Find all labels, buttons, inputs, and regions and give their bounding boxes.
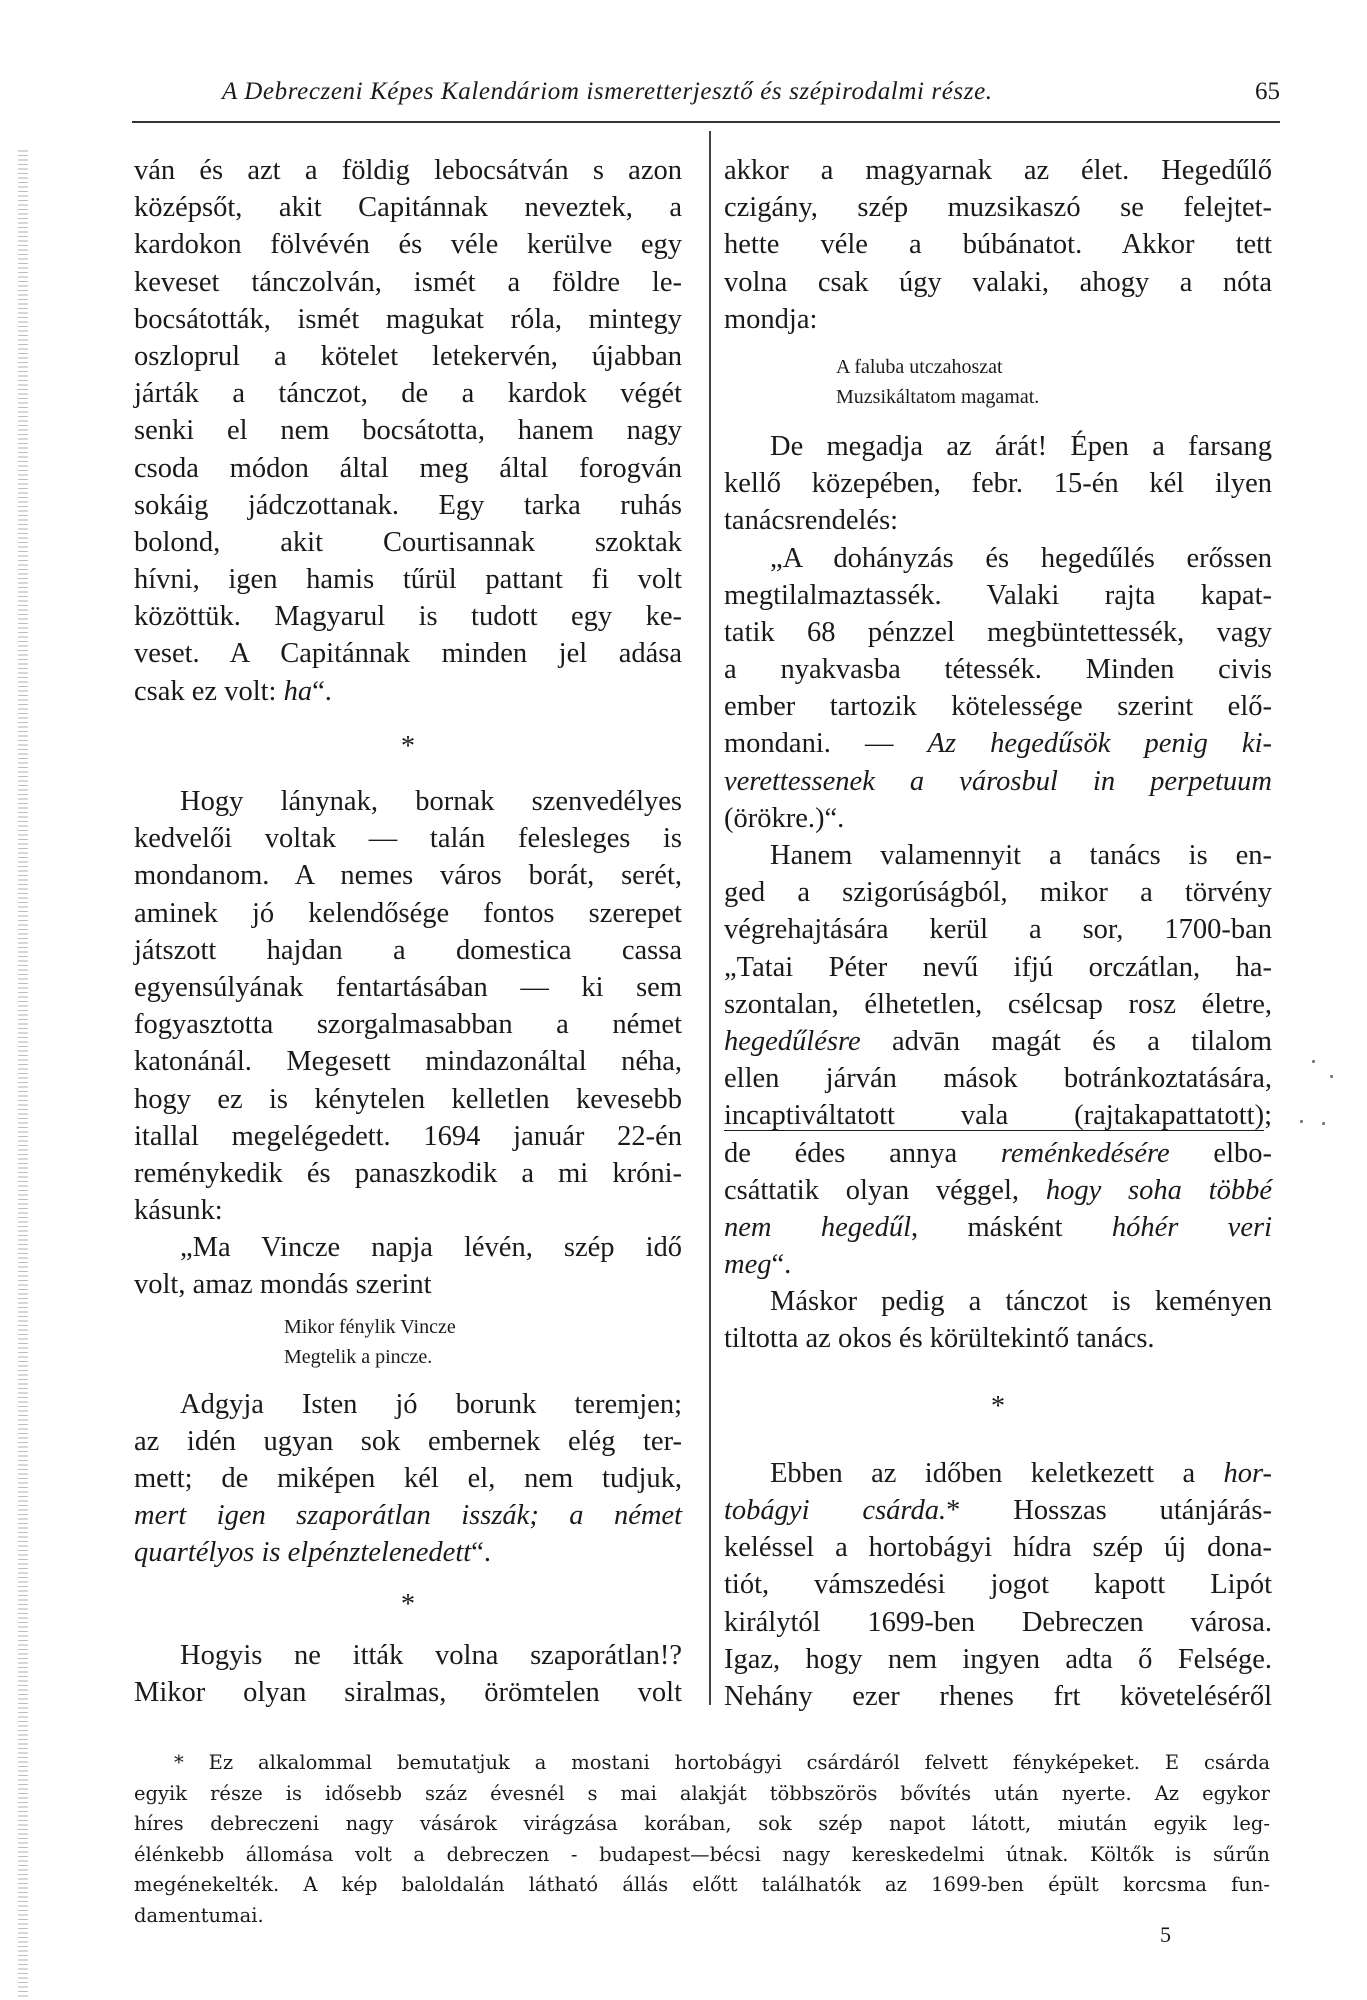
- text-line: csoda módon által meg által forogván: [134, 452, 682, 484]
- header-rule: [132, 121, 1280, 123]
- spacer: [724, 412, 1272, 428]
- footnote: [134, 1748, 1270, 1931]
- ink-speck: [1312, 1060, 1315, 1063]
- text-run: advān magát és a tilalom: [860, 1025, 1272, 1057]
- underlined-run: incaptiváltatott vala (rajtakapattatott): [724, 1100, 1265, 1132]
- text-line: [724, 1455, 1272, 1492]
- verse-line: Mikor fénylik Vincze: [284, 1315, 456, 1338]
- text-line: oszloprul a kötelet letekervén, újabban: [134, 340, 682, 372]
- italic-run: hegedűlésre: [724, 1025, 861, 1057]
- footnote-line: damentumai.: [134, 1903, 264, 1927]
- text-line: kellő közepében, febr. 15-én kél ilyen: [724, 468, 1272, 500]
- text-line: járták a tánczot, de a kardok végét: [134, 378, 682, 410]
- text-line: czigány, szép muzsikaszó se felejtet-: [724, 192, 1272, 224]
- text-line: Hogyis ne itták volna szaporátlan!?: [180, 1639, 682, 1671]
- footnote-line: élénkebb állomása volt a debreczen - budapest—bécsi nagy kereskedelmi útnak. Költők is sűrűn: [134, 1842, 1270, 1866]
- spacer: [134, 1304, 682, 1312]
- italic-run: hor-: [1223, 1457, 1272, 1489]
- verse-line: A faluba utczahoszat: [836, 355, 1003, 378]
- italic-run: hóhér veri: [1111, 1211, 1272, 1243]
- ink-speck: [1300, 1120, 1303, 1123]
- text-line: mondja:: [724, 303, 818, 335]
- text-line: tatik 68 pénzzel megbüntettessék, vagy: [724, 616, 1272, 648]
- text-line: közöttük. Magyarul is tudott egy ke-: [134, 601, 682, 633]
- section-separator: *: [990, 1390, 1006, 1422]
- text-run: “.: [471, 1537, 491, 1569]
- text-line: senki el nem bocsátotta, hanem nagy: [134, 415, 682, 447]
- text-line: katonánál. Megesett mindazonáltal néha,: [134, 1046, 682, 1078]
- left-column: [134, 152, 682, 1711]
- text-line: Hanem valamennyit a tanács is en-: [770, 840, 1272, 871]
- footnote-line: híres debreczeni nagy vásárok virágzása korában, sok szép napot látott, miután egyik leg-: [134, 1812, 1270, 1835]
- italic-run: tobágyi csárda.: [724, 1495, 947, 1526]
- spacer: [134, 1572, 682, 1586]
- text-run: ;: [1264, 1100, 1272, 1132]
- text-line: [724, 1097, 1272, 1134]
- text-line: [724, 1246, 1272, 1283]
- text-line: [724, 1492, 1272, 1529]
- text-run: csáttatik olyan véggel,: [724, 1174, 1046, 1206]
- text-line: mondanom. A nemes város borát, serét,: [134, 860, 682, 892]
- text-line: tiltotta az okos és körültekintő tanács.: [724, 1323, 1155, 1355]
- text-line: veset. A Capitánnak minden jel adása: [134, 638, 682, 670]
- text-run: mondani. —: [724, 728, 928, 760]
- text-line: [134, 673, 682, 710]
- text-line: ván és azt a földig lebocsátván s azon: [134, 155, 682, 186]
- italic-line: mert igen szaporátlan isszák; a német: [134, 1500, 682, 1532]
- text-line: bocsátották, ismét magukat róla, mintegy: [134, 303, 682, 335]
- text-line: [724, 1023, 1272, 1060]
- text-line: ellen járván mások botránkoztatására,: [724, 1063, 1272, 1095]
- spacer: [134, 1623, 682, 1637]
- text-line: Igaz, hogy nem ingyen adta ő Felsége.: [724, 1643, 1272, 1675]
- text-line: tanácsrendelés:: [724, 505, 899, 537]
- right-column: [724, 152, 1272, 1715]
- signature-mark: 5: [1160, 1922, 1171, 1947]
- text-line: fogyasztotta szorgalmasabban a német: [134, 1009, 682, 1041]
- text-line: középsőt, akit Capitánnak neveztek, a: [134, 192, 682, 224]
- text-line: aminek jó kelendősége fontos szerepet: [134, 897, 682, 929]
- scan-edge-artifact: [18, 150, 28, 2000]
- text-run: “.: [771, 1249, 792, 1281]
- text-run: “.: [312, 675, 332, 707]
- italic-run: reménkedésére: [1000, 1137, 1170, 1169]
- ink-speck: [1330, 1075, 1333, 1078]
- footnote-line: egyik része is idősebb száz évesnél s mai alakját többszörös bővítés után nyerte. Az egykor: [134, 1781, 1270, 1805]
- text-line: volt, amaz mondás szerint: [134, 1269, 432, 1301]
- ink-speck: [1322, 1122, 1325, 1125]
- running-head-title: A Debreczeni Képes Kalendáriom ismeretterjesztő és szépirodalmi része.: [222, 78, 993, 105]
- text-line: hette véle a búbánatot. Akkor tett: [724, 229, 1272, 261]
- italic-run: quartélyos is elpénztelenedett: [134, 1537, 472, 1569]
- text-line: [134, 1534, 682, 1571]
- text-run: de édes annya: [724, 1137, 1001, 1169]
- text-line: „A dohányzás és hegedűlés erőssen: [770, 542, 1272, 574]
- text-line: „Ma Vincze napja lévén, szép idő: [180, 1232, 682, 1264]
- text-line: végrehajtására kerül a sor, 1700-ban: [724, 914, 1272, 946]
- verse-line: Muzsikáltatom magamat.: [836, 385, 1040, 408]
- text-line: (örökre.)“.: [724, 802, 845, 834]
- italic-run: hogy soha többé: [1045, 1174, 1272, 1206]
- spacer: [134, 765, 682, 783]
- text-line: kardokon fölvévén és véle kerülve egy: [134, 229, 682, 261]
- text-line: szontalan, élhetetlen, csélcsap rosz életre,: [724, 988, 1272, 1020]
- text-line: játszott hajdan a domestica cassa: [134, 934, 682, 966]
- column-divider: [709, 131, 711, 1705]
- text-line: királytól 1699-ben Debreczen városa.: [724, 1606, 1272, 1638]
- text-line: ged a szigorúságból, mikor a törvény: [724, 877, 1272, 909]
- text-line: Mikor olyan siralmas, örömtelen volt: [134, 1676, 682, 1708]
- verse-line: Megtelik a pincze.: [284, 1345, 433, 1368]
- text-line: „Tatai Péter nevű ifjú orczátlan, ha-: [724, 951, 1272, 983]
- text-line: De megadja az árát! Épen a farsang: [770, 430, 1272, 462]
- text-line: mett; de miképen kél el, nem tudjuk,: [134, 1463, 682, 1494]
- text-line: Máskor pedig a tánczot is keményen: [770, 1286, 1272, 1318]
- text-line: sokáig jádczottanak. Egy tarka ruhás: [134, 489, 682, 521]
- text-line: tiót, vámszedési jogot kapott Lipót: [724, 1569, 1272, 1601]
- text-line: ember tartozik kötelessége szerint elő-: [724, 691, 1272, 723]
- text-line: bolond, akit Courtisannak szoktak: [134, 526, 682, 558]
- text-line: Nehány ezer rhenes frt követeléséről: [724, 1680, 1272, 1712]
- section-separator: *: [400, 730, 416, 762]
- spacer: [724, 1425, 1272, 1455]
- text-line: reménykedik és panaszkodik a mi króni-: [134, 1157, 682, 1189]
- text-run: elbo-: [1169, 1137, 1272, 1169]
- text-line: [724, 725, 1272, 762]
- running-head: [132, 72, 1280, 112]
- spacer: [724, 1358, 1272, 1388]
- footnote-line: * Ez alkalommal bemutatjuk a mostani hortobágyi csárdáról felvett fényképeket. E csárda: [174, 1751, 1270, 1774]
- text-line: Adgyja Isten jó borunk teremjen;: [180, 1388, 682, 1420]
- text-line: a nyakvasba tétessék. Minden civis: [724, 654, 1272, 686]
- text-line: egyensúlyának fentartásában — ki sem: [134, 971, 682, 1003]
- page-number: 65: [1255, 78, 1280, 105]
- italic-line: verettessenek a városbul in perpetuum: [724, 765, 1272, 797]
- text-line: [724, 1209, 1272, 1246]
- text-line: hívni, igen hamis tűrül pattant fi volt: [134, 564, 682, 596]
- text-line: volna csak úgy valaki, ahogy a nóta: [724, 266, 1272, 298]
- spacer: [134, 1372, 682, 1386]
- text-line: az idén ugyan sok embernek elég ter-: [134, 1425, 682, 1457]
- spacer: [724, 338, 1272, 352]
- text-line: kásunk:: [134, 1195, 223, 1227]
- text-line: Hogy lánynak, bornak szenvedélyes: [180, 786, 682, 817]
- spacer: [134, 710, 682, 728]
- text-run: * Hosszas utánjárás-: [946, 1495, 1273, 1526]
- text-line: hogy ez is kénytelen kelletlen kevesebb: [134, 1083, 682, 1115]
- italic-run: ha: [283, 675, 313, 707]
- text-line: akkor a magyarnak az élet. Hegedűlő: [724, 155, 1272, 186]
- text-line: megtilalmaztassék. Valaki rajta kapat-: [724, 579, 1272, 611]
- italic-run: Az hegedűsök penig ki-: [927, 728, 1272, 760]
- section-separator: *: [400, 1588, 416, 1620]
- italic-run: nem hegedűl: [724, 1211, 912, 1243]
- text-line: kedvelői voltak — talán felesleges is: [134, 823, 682, 855]
- text-line: [724, 1135, 1272, 1172]
- footnote-line: megénekelték. A kép baloldalán látható állás előtt találhatók az 1699-ben épült korcsma fun-: [134, 1873, 1270, 1896]
- text-line: itallal megelégedett. 1694 január 22-én: [134, 1120, 682, 1152]
- text-run: Ebben az időben keletkezett a: [770, 1457, 1224, 1489]
- text-run: csak ez volt:: [134, 675, 284, 707]
- text-line: keléssel a hortobágyi hídra szép új dona-: [724, 1532, 1272, 1564]
- italic-run: meg: [724, 1249, 772, 1281]
- text-line: keveset tánczolván, ismét a földre le-: [134, 266, 682, 298]
- text-run: , másként: [911, 1211, 1112, 1243]
- text-line: [724, 1172, 1272, 1209]
